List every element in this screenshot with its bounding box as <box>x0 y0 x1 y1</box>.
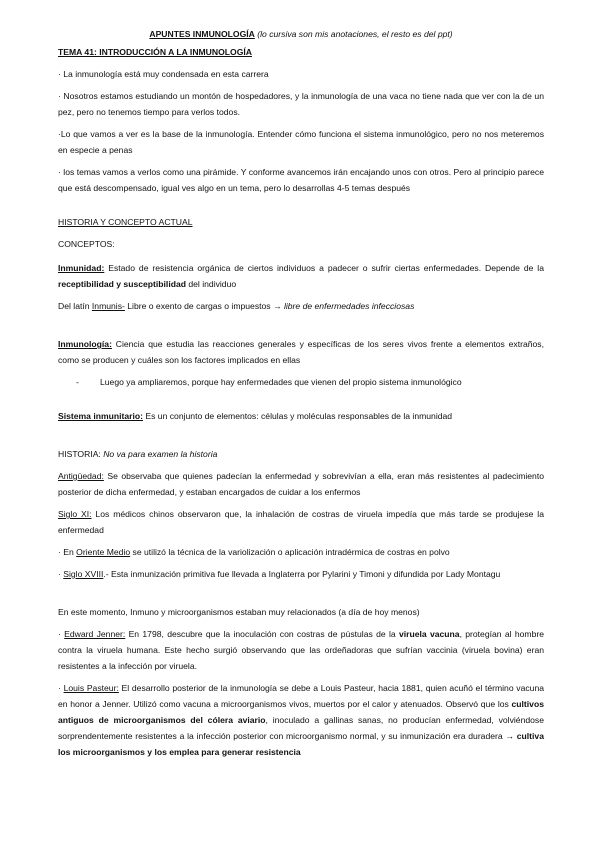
middle-east-text: se utilizó la técnica de la variolización o aplicación intradérmica de costras en polvo <box>130 547 450 557</box>
document-title-line <box>58 26 544 42</box>
pasteur-bold-2: cultiva los microorganismos y los emplea para generar resistencia <box>58 731 544 757</box>
pasteur-bold-1: cultivos antiguos de microorganismos del cólera aviario <box>58 699 544 725</box>
document-title: APUNTES INMUNOLOGÍA <box>149 29 255 39</box>
arrow-icon: → <box>272 301 282 311</box>
latin-definition <box>58 298 544 314</box>
century11-term: Siglo XI: <box>58 509 92 519</box>
jenner-term: Edward Jenner: <box>64 629 126 639</box>
immune-system-definition <box>58 408 544 424</box>
immunity-text-end: del individuo <box>185 279 237 289</box>
jenner-text: En 1798, descubre que la inoculación con costras de pústulas de la <box>125 629 399 639</box>
immunity-bold: receptibilidad y susceptibilidad <box>58 279 186 289</box>
title-note: (lo cursiva son mis anotaciones, el resto es del ppt) <box>257 29 453 39</box>
immunity-text: Estado de resistencia orgánica de ciertos individuos a padecer o sufrir ciertas enfermedades. Depende de la <box>104 263 544 273</box>
arrow-icon: → <box>505 731 515 741</box>
latin-text: Libre o exento de cargas o impuestos <box>124 301 273 311</box>
pasteur-term: Louis Pasteur: <box>63 683 119 693</box>
pasteur-text-mid: , inoculado a gallinas sanas, no producían enfermedad, volviéndose sorprendentemente resistentes a la infección posterior con microorganismo normal, y su inmunización era duradera <box>58 715 544 741</box>
document-page <box>58 26 544 760</box>
bullet-dash: - <box>76 377 79 387</box>
intro-paragraph-4: · los temas vamos a verlos como una pirámide. Y conforme avancemos irán encajando unos con otros. Pero al principio parece que está descompensado, igual ves algo en un tema, pero lo desarrollas 4-5 temas después <box>58 167 544 193</box>
immunity-term: Inmunidad: <box>58 263 105 273</box>
antiquity-term: Antigüedad: <box>58 471 104 481</box>
century18-paragraph <box>58 566 544 582</box>
immune-system-text: Es un conjunto de elementos: células y moléculas responsables de la inmunidad <box>143 411 453 421</box>
century11-paragraph <box>58 506 544 538</box>
immunity-definition <box>58 260 544 292</box>
immunology-definition <box>58 336 544 368</box>
bullet-text: Luego ya ampliaremos, porque hay enfermedades que vienen del propio sistema inmunológico <box>100 377 462 387</box>
jenner-paragraph <box>58 626 544 674</box>
latin-italic: libre de enfermedades infecciosas <box>281 301 415 311</box>
moment-paragraph: En este momento, Inmuno y microorganismos estaban muy relacionados (a día de hoy menos) <box>58 607 420 617</box>
jenner-prefix: · <box>58 629 65 639</box>
history-heading <box>58 446 544 462</box>
latin-term: Inmunis- <box>91 301 125 311</box>
intro-paragraph-2: · Nosotros estamos estudiando un montón de hospedadores, y la inmunología de una vaca no tiene nada que ver con la de un pez, pero no tenemos tiempo para verlos todos. <box>58 91 544 117</box>
history-note: No va para examen la historia <box>100 449 218 459</box>
pasteur-paragraph <box>58 680 544 760</box>
jenner-text-end: , protegían al hombre contra la viruela humana. Este hecho surgió observando que las ordeñadoras que sufrían vaccinia (viruela bovina) eran resistentes a la infección por viruela. <box>58 629 544 671</box>
antiquity-paragraph <box>58 468 544 500</box>
jenner-bold: viruela vacuna <box>398 629 460 639</box>
concepts-heading: CONCEPTOS: <box>58 239 115 249</box>
immunology-text: Ciencia que estudia las reacciones generales y específicas de los seres vivos frente a elementos extraños, como se producen y cuáles son los factores implicados en ellas <box>58 339 544 365</box>
middle-east-prefix: · En <box>58 547 77 557</box>
century18-term: Siglo XVIII <box>63 569 104 579</box>
immunology-term: Inmunología: <box>58 339 112 349</box>
intro-paragraph-3: ·Lo que vamos a ver es la base de la inmunología. Entender cómo funciona el sistema inmunológico, pero no nos meteremos en especie a penas <box>58 129 544 155</box>
century18-text: .- Esta inmunización primitiva fue llevada a Inglaterra por Pylarini y Timoni y difundida por Lady Montagu <box>103 569 501 579</box>
pasteur-prefix: · <box>58 683 64 693</box>
section-heading-history: HISTORIA Y CONCEPTO ACTUAL <box>58 217 193 227</box>
antiquity-text: Se observaba que quienes padecían la enfermedad y sobrevivían a ella, eran más resistentes al padecimiento posterior de dicha enfermedad, y estaban encargados de cuidar a los enfermos <box>58 471 544 497</box>
immune-system-term: Sistema inmunitario: <box>58 411 143 421</box>
middle-east-term: Oriente Medio <box>76 547 131 557</box>
century11-text: Los médicos chinos observaron que, la inhalación de costras de viruela impedía que más tarde se produjese la enfermedad <box>58 509 544 535</box>
intro-paragraph-1: · La inmunología está muy condensada en esta carrera <box>58 69 269 79</box>
middle-east-paragraph <box>58 544 544 560</box>
topic-heading: TEMA 41: INTRODUCCIÓN A LA INMUNOLOGÍA <box>58 47 252 57</box>
latin-prefix: Del latín <box>58 301 92 311</box>
history-label: HISTORIA: <box>58 449 101 459</box>
century18-prefix: · <box>58 569 64 579</box>
pasteur-text: El desarrollo posterior de la inmunología se debe a Louis Pasteur, hacia 1881, quien acuñó el término vacuna en honor a Jenner. Utilizó como vacuna a microorganismos vivos, muertos por el calor y atenuados. Observó que los <box>58 683 545 709</box>
list-item <box>76 374 544 390</box>
